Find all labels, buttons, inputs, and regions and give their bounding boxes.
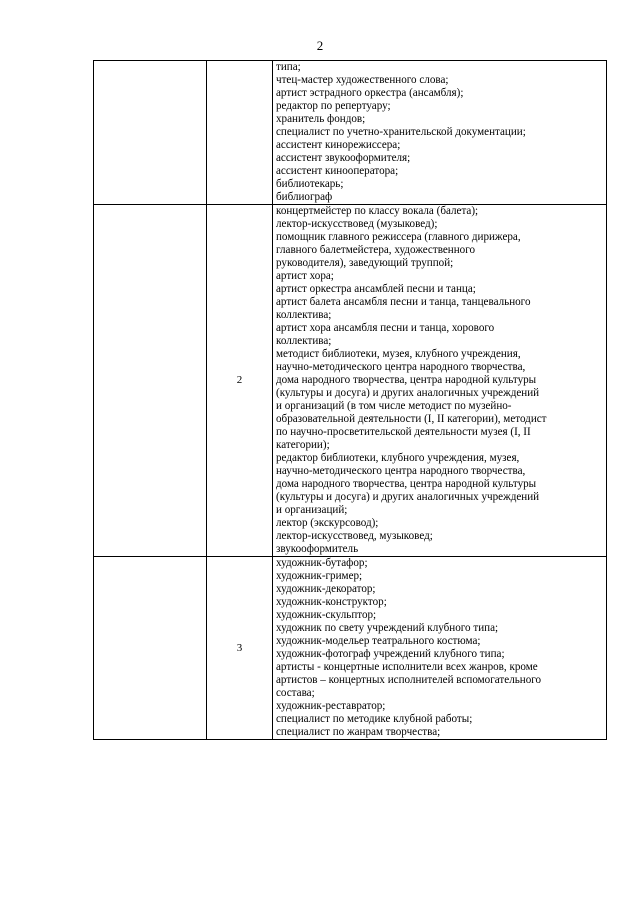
positions-cell: [273, 61, 607, 205]
group-cell: [207, 61, 273, 205]
category-cell: [94, 61, 207, 205]
position-line: методист библиотеки, музея, клубного учреждения,: [276, 348, 521, 360]
position-line: лектор (экскурсовод);: [276, 517, 379, 529]
position-line: и организаций;: [276, 504, 348, 516]
position-line: типа;: [276, 61, 301, 73]
position-line: коллектива;: [276, 309, 332, 321]
position-line: состава;: [276, 687, 315, 699]
position-line: художник-бутафор;: [276, 557, 368, 569]
position-line: лектор-искусствовед (музыковед);: [276, 218, 438, 230]
category-cell: [94, 205, 207, 557]
position-line: коллектива;: [276, 335, 332, 347]
position-line: артист хора;: [276, 270, 334, 282]
position-line: категории);: [276, 439, 330, 451]
table-row: [94, 61, 607, 205]
position-line: библиограф: [276, 191, 333, 203]
position-line: художник-модельер театрального костюма;: [276, 635, 481, 647]
position-line: специалист по жанрам творчества;: [276, 726, 441, 738]
position-line: библиотекарь;: [276, 178, 344, 190]
position-line: артистов – концертных исполнителей вспомогательного: [276, 674, 542, 686]
positions-cell: [273, 205, 607, 557]
position-line: чтец-мастер художественного слова;: [276, 74, 449, 86]
page-number: 2: [316, 38, 324, 53]
position-line: по научно-просветительской деятельности музея (I, II: [276, 426, 531, 438]
group-cell: 3: [207, 557, 273, 740]
position-line: артист оркестра ансамблей песни и танца;: [276, 283, 476, 295]
qualification-table: [93, 60, 607, 740]
position-line: ассистент кинорежиссера;: [276, 139, 401, 151]
positions-cell: [273, 557, 607, 740]
position-line: художник-конструктор;: [276, 596, 387, 608]
position-line: редактор по репертуару;: [276, 100, 391, 112]
position-line: артист эстрадного оркестра (ансамбля);: [276, 87, 464, 99]
position-line: образовательной деятельности (I, II категории), методист: [276, 413, 547, 425]
position-line: помощник главного режиссера (главного дирижера,: [276, 231, 521, 243]
position-line: ассистент звукооформителя;: [276, 152, 411, 164]
position-line: дома народного творчества, центра народной культуры: [276, 374, 537, 386]
position-line: специалист по методике клубной работы;: [276, 713, 473, 725]
position-line: художник-декоратор;: [276, 583, 376, 595]
position-line: руководителя), заведующий труппой;: [276, 257, 454, 269]
position-line: художник по свету учреждений клубного типа;: [276, 622, 499, 634]
table-row: [94, 557, 607, 740]
position-line: и организаций (в том числе методист по музейно-: [276, 400, 512, 412]
position-line: (культуры и досуга) и других аналогичных учреждений: [276, 491, 540, 503]
position-line: ассистент кинооператора;: [276, 165, 399, 177]
category-cell: [94, 557, 207, 740]
position-line: (культуры и досуга) и других аналогичных учреждений: [276, 387, 540, 399]
position-line: художник-реставратор;: [276, 700, 386, 712]
position-line: редактор библиотеки, клубного учреждения, музея,: [276, 452, 520, 464]
position-line: художник-фотограф учреждений клубного типа;: [276, 648, 505, 660]
position-line: артисты - концертные исполнители всех жанров, кроме: [276, 661, 538, 673]
position-line: лектор-искусствовед, музыковед;: [276, 530, 433, 542]
position-line: научно-методического центра народного творчества,: [276, 465, 526, 477]
position-line: хранитель фондов;: [276, 113, 366, 125]
position-line: концертмейстер по классу вокала (балета);: [276, 205, 479, 217]
position-line: художник-скульптор;: [276, 609, 377, 621]
group-cell: 2: [207, 205, 273, 557]
position-line: дома народного творчества, центра народной культуры: [276, 478, 537, 490]
position-line: главного балетмейстера, художественного: [276, 244, 476, 256]
position-line: научно-методического центра народного творчества,: [276, 361, 526, 373]
position-line: артист хора ансамбля песни и танца, хорового: [276, 322, 495, 334]
position-line: звукооформитель: [276, 543, 359, 555]
position-line: специалист по учетно-хранительской документации;: [276, 126, 526, 138]
position-line: артист балета ансамбля песни и танца, танцевального: [276, 296, 531, 308]
position-line: художник-гример;: [276, 570, 363, 582]
table-row: [94, 205, 607, 557]
